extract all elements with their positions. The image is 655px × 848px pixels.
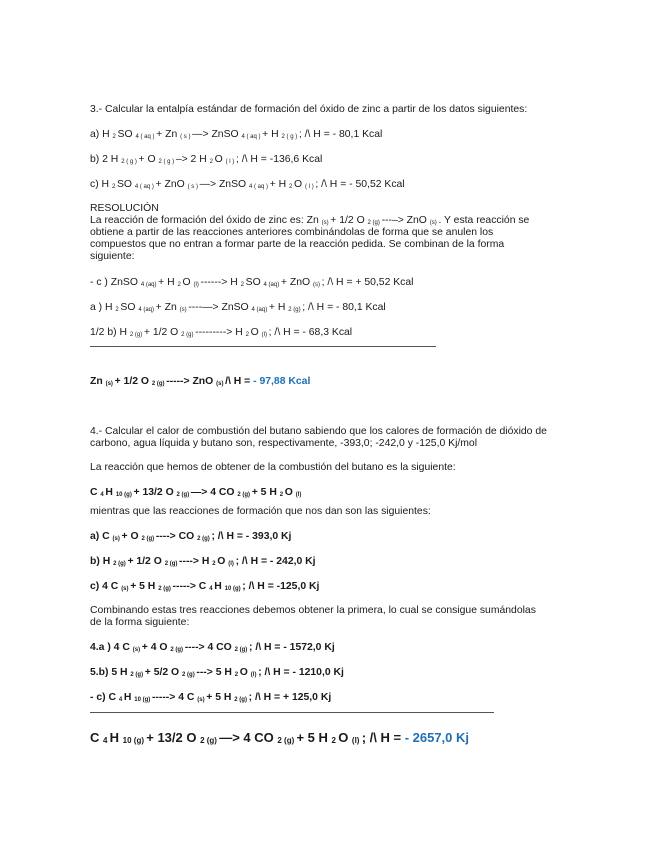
subscript: 2 ( g ) xyxy=(158,159,176,165)
subscript: (s) xyxy=(216,381,226,387)
equation-text: ----—> ZnSO xyxy=(188,302,252,313)
subscript: 2 xyxy=(212,561,218,567)
subscript: ( s ) xyxy=(187,184,200,190)
equation-text: ----> 4 CO xyxy=(184,642,235,653)
equation-text: ---> 5 H xyxy=(196,667,235,678)
subscript: 2 xyxy=(112,134,118,140)
equation-text: + H xyxy=(158,277,178,288)
equation-text: 4.a ) 4 C xyxy=(90,642,133,653)
subscript: 4 xyxy=(100,492,106,498)
subscript: 2 xyxy=(289,184,295,190)
p4-combination-text: Combinando estas tres reacciones debemos obtener la primera, lo cual se consigue sumándolas xyxy=(90,605,536,616)
equation-text: a) C xyxy=(90,531,113,542)
equation-text: —> ZnSO xyxy=(192,129,242,140)
subscript: 4 (aq) xyxy=(251,307,269,313)
subscript: 2 (g) xyxy=(164,561,180,567)
equation-text: /\ H = xyxy=(225,376,254,387)
subscript: 4 (aq) xyxy=(263,282,281,288)
subscript: 2 (g) xyxy=(129,332,144,338)
subscript: (s) xyxy=(179,307,189,313)
subscript: ( l ) xyxy=(225,159,236,165)
equation-text: ; /\ H = -125,0 Kj xyxy=(242,581,320,592)
p3-equation-c xyxy=(90,178,405,194)
subscript: 2 (g) xyxy=(197,536,212,542)
equation-text: ; /\ H = + 125,0 Kj xyxy=(248,692,332,703)
equation-text: 5.b) 5 H xyxy=(90,667,131,678)
subscript: 2 (g) xyxy=(158,586,173,592)
p4-result-equation xyxy=(90,730,405,745)
subscript: (s) xyxy=(121,586,131,592)
equation-text: ; /\ H = - 50,52 Kcal xyxy=(315,179,405,190)
subscript: 2 (g) xyxy=(141,536,156,542)
subscript: (s) xyxy=(312,282,322,288)
subscript: 2 (g) xyxy=(288,307,303,313)
subscript: 4 ( aq ) xyxy=(241,134,263,140)
equation-text: + 1/2 O xyxy=(127,556,165,567)
subscript: 4 (aq) xyxy=(140,282,159,288)
subscript: 2 (g) xyxy=(234,697,249,703)
equation-text: —> 4 CO xyxy=(190,487,238,498)
subscript: (l) xyxy=(295,492,302,498)
subscript: 10 (g) xyxy=(134,697,152,703)
equation-text: ; /\ H = - 80,1 Kcal xyxy=(302,302,386,313)
subscript: (l) xyxy=(228,561,236,567)
equation-text: ---------> H xyxy=(195,327,246,338)
p4-equation-c xyxy=(90,580,319,596)
problem-3-title: 3.- Calcular la entalpía estándar de formación del óxido de zinc a partir de los datos siguientes: xyxy=(90,104,528,115)
subscript: 10 (g) xyxy=(115,492,134,498)
equation-text: + O xyxy=(121,531,142,542)
equation-text: + H xyxy=(268,302,289,313)
subscript: (l) xyxy=(261,332,269,338)
equation-text: . Y esta reacción se xyxy=(438,215,530,226)
equation-text: O xyxy=(217,556,229,567)
subscript: 2 xyxy=(177,282,183,288)
subscript: 2 (g) xyxy=(234,647,249,653)
equation-text: O xyxy=(182,277,194,288)
equation-text: O xyxy=(338,730,352,745)
equation-text: ---–> ZnO xyxy=(381,215,430,226)
equation-text: + 5 H xyxy=(251,487,280,498)
p3-equation-b xyxy=(90,153,322,169)
subscript: 2 xyxy=(240,282,246,288)
subscript: 2 ( g ) xyxy=(281,134,299,140)
p4-sum-3 xyxy=(90,691,331,707)
equation-text: + Zn xyxy=(156,129,181,140)
p4-intro: La reacción que hemos de obtener de la combustión del butano es la siguiente: xyxy=(90,462,456,473)
equation-text: O xyxy=(294,179,306,190)
subscript: ( l ) xyxy=(305,184,316,190)
p4-equation-b xyxy=(90,555,316,571)
equation-text: + 1/2 O xyxy=(143,327,182,338)
equation-text: ; /\ H = + 50,52 Kcal xyxy=(321,277,414,288)
equation-text: a ) H xyxy=(90,302,116,313)
equation-text: H xyxy=(123,692,135,703)
equation-text: + 1/2 O xyxy=(114,376,152,387)
subscript: 2 (g) xyxy=(367,220,382,226)
subscript: (s) xyxy=(321,220,331,226)
equation-text: + 4 O xyxy=(141,642,171,653)
equation-text: O xyxy=(214,154,226,165)
p3-combination-3 xyxy=(90,326,352,342)
subscript: (l) xyxy=(351,736,362,745)
equation-text: + ZnO xyxy=(155,179,188,190)
p3-result xyxy=(90,375,310,391)
subscript: 2 (g) xyxy=(130,672,145,678)
p3-paragraph-line: obtiene a partir de las reacciones anteriores combinándolas de forma que se anulen los xyxy=(90,227,494,238)
equation-text: H xyxy=(214,581,225,592)
p3-combination-2 xyxy=(90,301,386,317)
equation-text: + H xyxy=(269,179,290,190)
subscript: (s) xyxy=(197,697,207,703)
equation-text: SO xyxy=(245,277,264,288)
subscript: 4 ( aq ) xyxy=(248,184,270,190)
equation-text: ; /\ H = - 393,0 Kj xyxy=(211,531,292,542)
subscript: 10 (g) xyxy=(224,586,243,592)
subscript: 4 xyxy=(103,736,110,745)
equation-text: O xyxy=(250,327,262,338)
equation-text: + ZnO xyxy=(280,277,313,288)
p3-result-equation xyxy=(90,376,253,387)
subscript: (s) xyxy=(105,381,115,387)
equation-text: ------> H xyxy=(200,277,241,288)
equation-text: O xyxy=(239,667,251,678)
equation-text: H xyxy=(105,487,116,498)
subscript: ( s ) xyxy=(180,134,193,140)
p4-result xyxy=(90,730,469,749)
subscript: (l) xyxy=(193,282,201,288)
equation-text: + 13/2 O xyxy=(133,487,177,498)
equation-text: C xyxy=(90,730,103,745)
subscript: 2 (g) xyxy=(277,736,297,745)
equation-text: + 1/2 O xyxy=(330,215,368,226)
subscript: (s) xyxy=(112,536,122,542)
equation-text: ; /\ H = - 80,1 Kcal xyxy=(298,129,383,140)
subscript: 2 (g) xyxy=(176,492,191,498)
equation-text: —> 4 CO xyxy=(219,730,278,745)
equation-text: —> ZnSO xyxy=(199,179,249,190)
equation-text: c) H xyxy=(90,179,112,190)
equation-text: O xyxy=(284,487,296,498)
equation-text: b) 2 H xyxy=(90,154,122,165)
subscript: 2 (g) xyxy=(170,647,185,653)
subscript: 4 xyxy=(118,697,124,703)
equation-text: - c ) ZnSO xyxy=(90,277,141,288)
equation-text: ----> H xyxy=(179,556,213,567)
equation-text: + O xyxy=(138,154,159,165)
equation-text: + 5 H xyxy=(130,581,159,592)
equation-text: + Zn xyxy=(155,302,180,313)
equation-text: SO xyxy=(116,179,135,190)
equation-text: + H xyxy=(262,129,282,140)
subscript: 2 xyxy=(279,492,285,498)
equation-text: b) H xyxy=(90,556,114,567)
p3-result-value: - 97,88 Kcal xyxy=(253,376,311,387)
subscript: 4 ( aq ) xyxy=(134,184,156,190)
p4-mientras: mientras que las reacciones de formación que nos dan son las siguientes: xyxy=(90,506,431,517)
subscript: 2 xyxy=(115,307,121,313)
equation-text: C xyxy=(90,487,101,498)
subscript: 2 xyxy=(111,184,117,190)
equation-text: ; /\ H = - 242,0 Kj xyxy=(235,556,316,567)
equation-text: ; /\ H = - 68,3 Kcal xyxy=(268,327,353,338)
subscript: 2 ( g ) xyxy=(121,159,139,165)
p4-sum-2 xyxy=(90,666,344,682)
subscript: 2 (g) xyxy=(182,672,197,678)
equation-text: ----> CO xyxy=(155,531,198,542)
subscript: (l) xyxy=(250,672,259,678)
p3-paragraph-line: siguiente: xyxy=(90,251,135,262)
equation-text: + 5 H xyxy=(296,730,332,745)
subscript: 2 (g) xyxy=(151,381,167,387)
equation-text: ; /\ H = -136,6 Kcal xyxy=(235,154,323,165)
subscript: (s) xyxy=(429,220,439,226)
subscript: 2 xyxy=(234,672,240,678)
p4-divider xyxy=(90,712,494,713)
p4-sum-1 xyxy=(90,641,335,657)
equation-text: H xyxy=(109,730,123,745)
equation-text: ; /\ H = - 1572,0 Kj xyxy=(248,642,335,653)
subscript: 4 (aq) xyxy=(138,307,156,313)
equation-text: –> 2 H xyxy=(175,154,210,165)
subscript: 2 (g) xyxy=(181,332,196,338)
equation-text: ; /\ H = xyxy=(361,730,405,745)
subscript: 2 (g) xyxy=(113,561,128,567)
p4-equation-a xyxy=(90,530,291,546)
equation-text: Zn xyxy=(90,376,106,387)
subscript: 10 (g) xyxy=(122,736,147,745)
p3-equation-a xyxy=(90,128,382,144)
equation-text: -----> 4 C xyxy=(151,692,198,703)
p3-combination-1 xyxy=(90,276,413,292)
resolucion-heading: RESOLUCIÓN xyxy=(90,203,159,214)
equation-text: + 5/2 O xyxy=(144,667,183,678)
equation-text: ; /\ H = - 1210,0 Kj xyxy=(258,667,344,678)
equation-text: - c) C xyxy=(90,692,119,703)
subscript: (s) xyxy=(132,647,142,653)
subscript: 2 xyxy=(209,159,215,165)
equation-text: SO xyxy=(120,302,139,313)
equation-text: 1/2 b) H xyxy=(90,327,130,338)
p3-paragraph-line: compuestos que no entran a formar parte de la reacción pedida. Se combinan de la forma xyxy=(90,239,505,250)
subscript: 2 xyxy=(245,332,251,338)
subscript: 4 ( aq ) xyxy=(135,134,157,140)
equation-text: -----> ZnO xyxy=(166,376,217,387)
problem-4-title: 4.- Calcular el calor de combustión del butano sabiendo que los calores de formación de dióxido de xyxy=(90,426,547,437)
problem-4-title: carbono, agua líquida y butano son, respectivamente, -393,0; -242,0 y -125,0 Kj/mol xyxy=(90,438,478,449)
p4-target-reaction xyxy=(90,486,301,502)
p3-divider xyxy=(90,346,436,347)
equation-text: SO xyxy=(117,129,136,140)
subscript: 4 xyxy=(209,586,215,592)
equation-text: a) H xyxy=(90,129,113,140)
subscript: 2 xyxy=(331,736,339,745)
equation-text: c) 4 C xyxy=(90,581,122,592)
equation-text: + 13/2 O xyxy=(146,730,201,745)
p4-result-value: - 2657,0 Kj xyxy=(404,730,470,745)
equation-text: -----> C xyxy=(172,581,210,592)
equation-text: La reacción de formación del óxido de zinc es: Zn xyxy=(90,215,322,226)
subscript: 2 (g) xyxy=(200,736,220,745)
subscript: 2 (g) xyxy=(237,492,252,498)
p4-combination-text: de la forma siguiente: xyxy=(90,617,190,628)
equation-text: + 5 H xyxy=(206,692,235,703)
